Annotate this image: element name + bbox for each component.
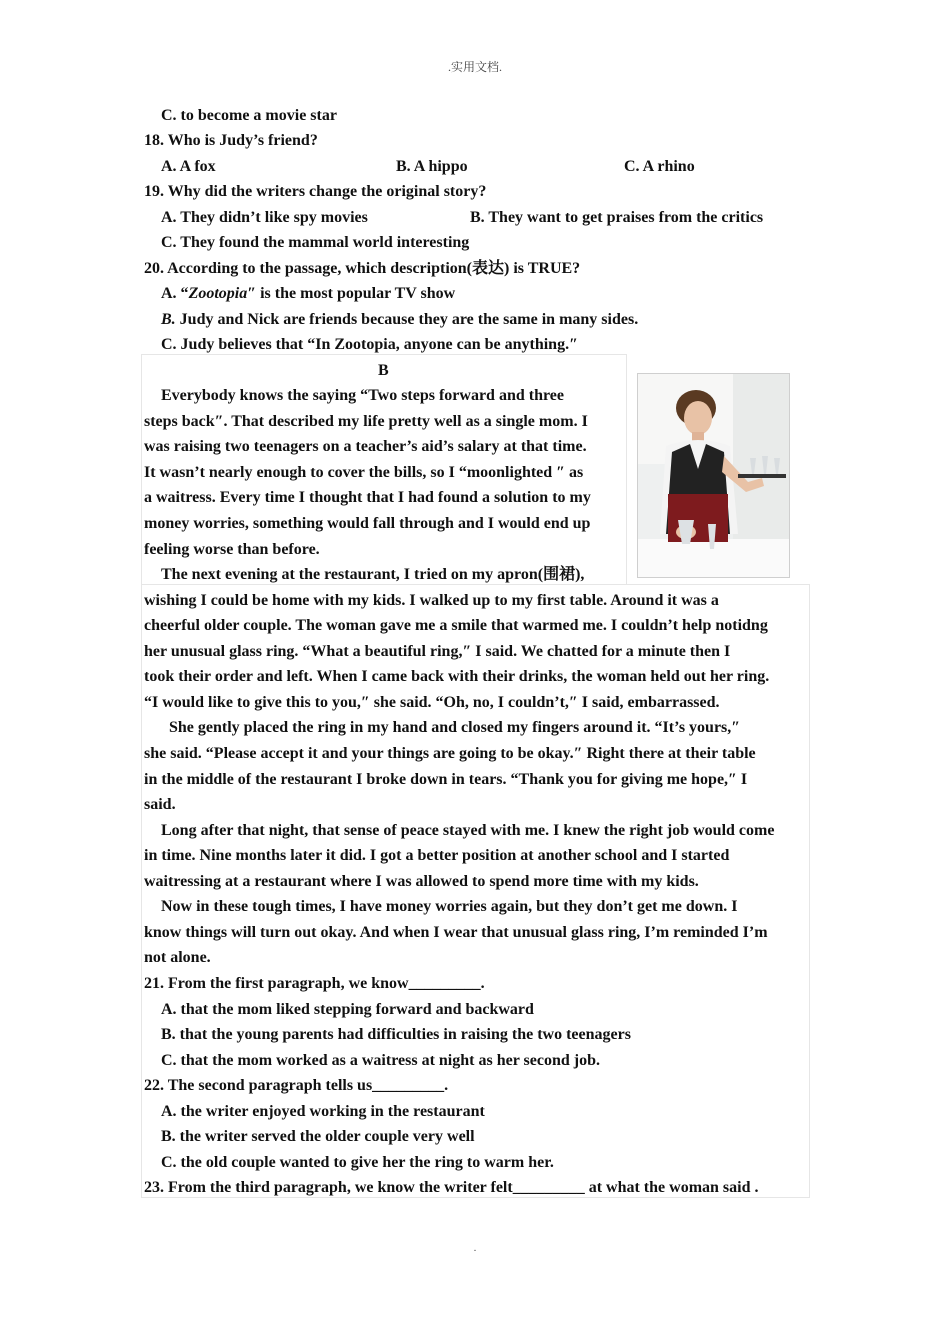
q21-option-a: A. that the mom liked stepping forward and backward (161, 1001, 534, 1018)
zootopia-title: Zootopia (188, 285, 248, 302)
q22-option-a: A. the writer enjoyed working in the restaurant (161, 1103, 485, 1120)
q17-option-c: C. to become a movie star (161, 107, 337, 124)
q18-option-a: A. A fox (161, 158, 216, 175)
passage-line: She gently placed the ring in my hand and closed my fingers around it. “It’s yours,″ (169, 719, 741, 736)
waitress-photo (637, 373, 790, 578)
q22-option-c: C. the old couple wanted to give her the ring to warm her. (161, 1154, 554, 1171)
passage-line: her unusual glass ring. “What a beautiful ring,″ I said. We chatted for a minute then I (144, 643, 731, 660)
q21-stem: 21. From the first paragraph, we know_________. (144, 975, 485, 992)
q18-option-c: C. A rhino (624, 158, 695, 175)
passage-line: was raising two teenagers on a teacher’s aid’s salary at that time. (144, 438, 587, 455)
passage-line: Long after that night, that sense of peace stayed with me. I knew the right job would come (161, 822, 775, 839)
q18-stem: 18. Who is Judy’s friend? (144, 132, 318, 149)
q23-stem: 23. From the third paragraph, we know the writer felt_________ at what the woman said . (144, 1179, 759, 1196)
page-footer: . (473, 1243, 477, 1254)
passage-line: know things will turn out okay. And when I wear that unusual glass ring, I’m reminded I’m (144, 924, 768, 941)
page-header: .实用文档. (447, 60, 502, 74)
q21-option-c: C. that the mom worked as a waitress at night as her second job. (161, 1052, 600, 1069)
passage-line: took their order and left. When I came back with their drinks, the woman held out her ring. (144, 668, 770, 685)
passage-heading: B (378, 362, 389, 379)
q22-option-b: B. the writer served the older couple very well (161, 1128, 475, 1145)
passage-line: The next evening at the restaurant, I tried on my apron(围裙), (161, 566, 585, 583)
passage-line: wishing I could be home with my kids. I walked up to my first table. Around it was a (144, 592, 719, 609)
passage-line: steps back″. That described my life pretty well as a single mom. I (144, 413, 588, 430)
passage-line: It wasn’t nearly enough to cover the bills, so I “moonlighted ″ as (144, 464, 584, 481)
q20-option-b: B. Judy and Nick are friends because they are the same in many sides. (161, 311, 639, 328)
q19-option-c: C. They found the mammal world interesting (161, 234, 470, 251)
passage-line: Everybody knows the saying “Two steps forward and three (161, 387, 564, 404)
q21-option-b: B. that the young parents had difficulties in raising the two teenagers (161, 1026, 631, 1043)
passage-line: money worries, something would fall through and I would end up (144, 515, 591, 532)
passage-line: in the middle of the restaurant I broke down in tears. “Thank you for giving me hope,″ I (144, 771, 748, 788)
passage-line: cheerful older couple. The woman gave me a smile that warmed me. I couldn’t help notidng (144, 617, 768, 634)
passage-line: she said. “Please accept it and your things are going to be okay.″ Right there at their table (144, 745, 756, 762)
passage-line: waitressing at a restaurant where I was allowed to spend more time with my kids. (144, 873, 699, 890)
q20-option-c: C. Judy believes that “In Zootopia, anyone can be anything.″ (161, 336, 578, 353)
q20-option-a: A. “Zootopia″ is the most popular TV show (161, 285, 456, 302)
passage-line: in time. Nine months later it did. I got a better position at another school and I started (144, 847, 730, 864)
passage-line: said. (144, 796, 176, 813)
waitress-illustration (638, 374, 789, 577)
passage-line: a waitress. Every time I thought that I had found a solution to my (144, 489, 591, 506)
q22-stem: 22. The second paragraph tells us_________. (144, 1077, 449, 1094)
passage-line: Now in these tough times, I have money worries again, but they don’t get me down. I (161, 898, 738, 915)
q18-option-b: B. A hippo (396, 158, 468, 175)
passage-line: feeling worse than before. (144, 541, 320, 558)
q19-option-b: B. They want to get praises from the critics (470, 209, 764, 226)
q19-option-a: A. They didn’t like spy movies (161, 209, 368, 226)
q19-stem: 19. Why did the writers change the original story? (144, 183, 487, 200)
passage-line: “I would like to give this to you,″ she said. “Oh, no, I couldn’t,″ I said, embarrassed. (144, 694, 720, 711)
passage-line: not alone. (144, 949, 211, 966)
q20-stem: 20. According to the passage, which description(表达) is TRUE? (144, 260, 581, 277)
